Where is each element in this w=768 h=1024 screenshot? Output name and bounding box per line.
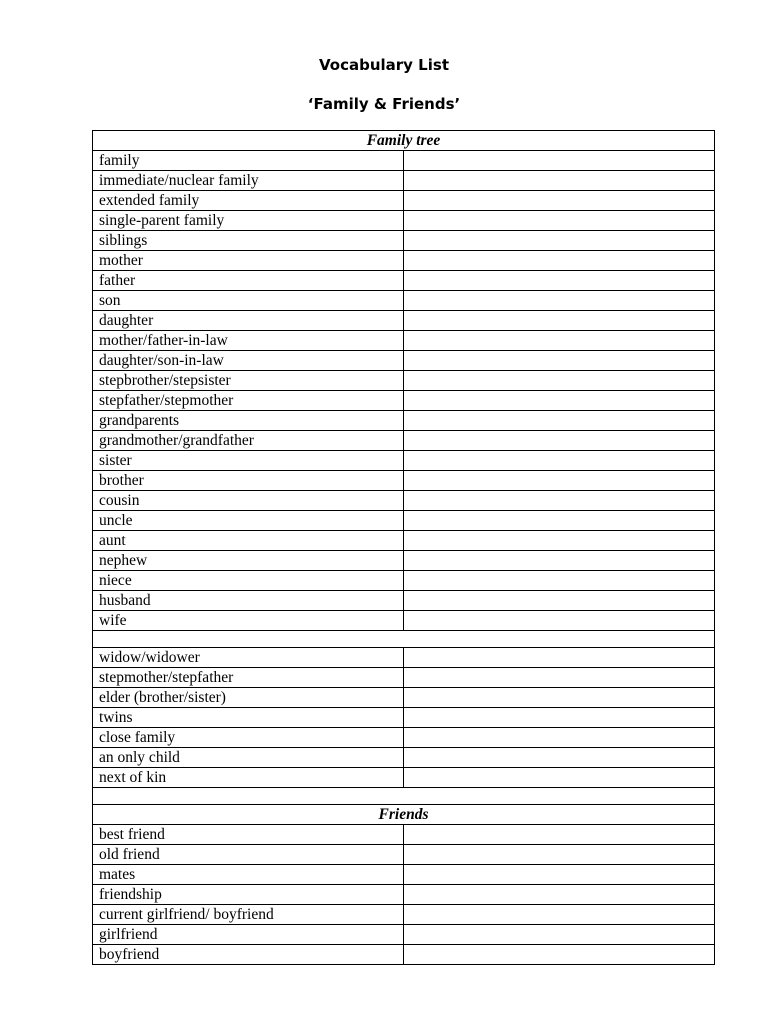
term-cell: siblings: [93, 231, 404, 251]
vocab-row: [93, 865, 715, 885]
translation-cell[interactable]: [404, 688, 715, 708]
term-cell: niece: [93, 571, 404, 591]
term-cell: immediate/nuclear family: [93, 171, 404, 191]
term-cell: girlfriend: [93, 925, 404, 945]
term-cell: single-parent family: [93, 211, 404, 231]
term-cell: stepmother/stepfather: [93, 668, 404, 688]
vocabulary-table-body: [93, 131, 715, 965]
vocab-row: [93, 171, 715, 191]
translation-cell[interactable]: [404, 925, 715, 945]
translation-cell[interactable]: [404, 611, 715, 631]
term-cell: best friend: [93, 825, 404, 845]
vocab-row: [93, 708, 715, 728]
term-cell: cousin: [93, 491, 404, 511]
vocab-row: [93, 845, 715, 865]
translation-cell[interactable]: [404, 431, 715, 451]
translation-cell[interactable]: [404, 591, 715, 611]
translation-cell[interactable]: [404, 845, 715, 865]
translation-cell[interactable]: [404, 511, 715, 531]
vocab-row: [93, 151, 715, 171]
vocab-row: [93, 748, 715, 768]
translation-cell[interactable]: [404, 748, 715, 768]
term-cell: friendship: [93, 885, 404, 905]
translation-cell[interactable]: [404, 551, 715, 571]
term-cell: husband: [93, 591, 404, 611]
translation-cell[interactable]: [404, 351, 715, 371]
vocab-row: [93, 411, 715, 431]
term-cell: close family: [93, 728, 404, 748]
translation-cell[interactable]: [404, 251, 715, 271]
vocab-row: [93, 471, 715, 491]
vocab-row: [93, 271, 715, 291]
section-header-row: [93, 131, 715, 151]
vocab-row: [93, 825, 715, 845]
vocab-row: [93, 351, 715, 371]
vocabulary-table: [92, 130, 715, 965]
blank-cell: [93, 631, 715, 648]
translation-cell[interactable]: [404, 471, 715, 491]
translation-cell[interactable]: [404, 571, 715, 591]
term-cell: wife: [93, 611, 404, 631]
term-cell: brother: [93, 471, 404, 491]
translation-cell[interactable]: [404, 865, 715, 885]
vocab-row: [93, 291, 715, 311]
blank-row: [93, 631, 715, 648]
vocab-row: [93, 331, 715, 351]
vocab-row: [93, 688, 715, 708]
document-subtitle: ‘Family & Friends’: [307, 95, 461, 113]
vocab-row: [93, 591, 715, 611]
translation-cell[interactable]: [404, 191, 715, 211]
vocab-row: [93, 925, 715, 945]
vocab-row: [93, 885, 715, 905]
term-cell: aunt: [93, 531, 404, 551]
vocab-row: [93, 231, 715, 251]
translation-cell[interactable]: [404, 491, 715, 511]
term-cell: nephew: [93, 551, 404, 571]
vocab-row: [93, 728, 715, 748]
translation-cell[interactable]: [404, 291, 715, 311]
translation-cell[interactable]: [404, 151, 715, 171]
term-cell: old friend: [93, 845, 404, 865]
section-heading: Family tree: [93, 131, 715, 151]
term-cell: next of kin: [93, 768, 404, 788]
translation-cell[interactable]: [404, 531, 715, 551]
vocab-row: [93, 531, 715, 551]
translation-cell[interactable]: [404, 945, 715, 965]
translation-cell[interactable]: [404, 311, 715, 331]
vocab-row: [93, 551, 715, 571]
term-cell: mother/father-in-law: [93, 331, 404, 351]
term-cell: son: [93, 291, 404, 311]
translation-cell[interactable]: [404, 905, 715, 925]
translation-cell[interactable]: [404, 885, 715, 905]
translation-cell[interactable]: [404, 728, 715, 748]
translation-cell[interactable]: [404, 391, 715, 411]
section-header-row: [93, 805, 715, 825]
term-cell: extended family: [93, 191, 404, 211]
vocab-row: [93, 251, 715, 271]
translation-cell[interactable]: [404, 271, 715, 291]
translation-cell[interactable]: [404, 451, 715, 471]
term-cell: stepbrother/stepsister: [93, 371, 404, 391]
vocab-row: [93, 191, 715, 211]
blank-cell: [93, 788, 715, 805]
term-cell: mates: [93, 865, 404, 885]
translation-cell[interactable]: [404, 231, 715, 251]
term-cell: sister: [93, 451, 404, 471]
translation-cell[interactable]: [404, 171, 715, 191]
vocab-row: [93, 768, 715, 788]
vocab-row: [93, 391, 715, 411]
term-cell: uncle: [93, 511, 404, 531]
translation-cell[interactable]: [404, 648, 715, 668]
translation-cell[interactable]: [404, 211, 715, 231]
term-cell: grandmother/grandfather: [93, 431, 404, 451]
term-cell: current girlfriend/ boyfriend: [93, 905, 404, 925]
term-cell: elder (brother/sister): [93, 688, 404, 708]
term-cell: an only child: [93, 748, 404, 768]
term-cell: daughter/son-in-law: [93, 351, 404, 371]
translation-cell[interactable]: [404, 768, 715, 788]
vocab-row: [93, 491, 715, 511]
term-cell: twins: [93, 708, 404, 728]
term-cell: widow/widower: [93, 648, 404, 668]
translation-cell[interactable]: [404, 331, 715, 351]
vocab-row: [93, 371, 715, 391]
term-cell: stepfather/stepmother: [93, 391, 404, 411]
vocab-row: [93, 668, 715, 688]
translation-cell[interactable]: [404, 371, 715, 391]
vocab-row: [93, 648, 715, 668]
vocab-row: [93, 311, 715, 331]
vocab-row: [93, 611, 715, 631]
vocab-row: [93, 511, 715, 531]
term-cell: mother: [93, 251, 404, 271]
term-cell: daughter: [93, 311, 404, 331]
term-cell: boyfriend: [93, 945, 404, 965]
term-cell: father: [93, 271, 404, 291]
vocab-row: [93, 905, 715, 925]
term-cell: family: [93, 151, 404, 171]
translation-cell[interactable]: [404, 411, 715, 431]
section-heading: Friends: [93, 805, 715, 825]
blank-row: [93, 788, 715, 805]
term-cell: grandparents: [93, 411, 404, 431]
vocab-row: [93, 945, 715, 965]
vocab-row: [93, 571, 715, 591]
translation-cell[interactable]: [404, 825, 715, 845]
vocab-row: [93, 431, 715, 451]
document-title: Vocabulary List: [319, 56, 449, 74]
vocab-row: [93, 451, 715, 471]
translation-cell[interactable]: [404, 668, 715, 688]
translation-cell[interactable]: [404, 708, 715, 728]
vocab-row: [93, 211, 715, 231]
